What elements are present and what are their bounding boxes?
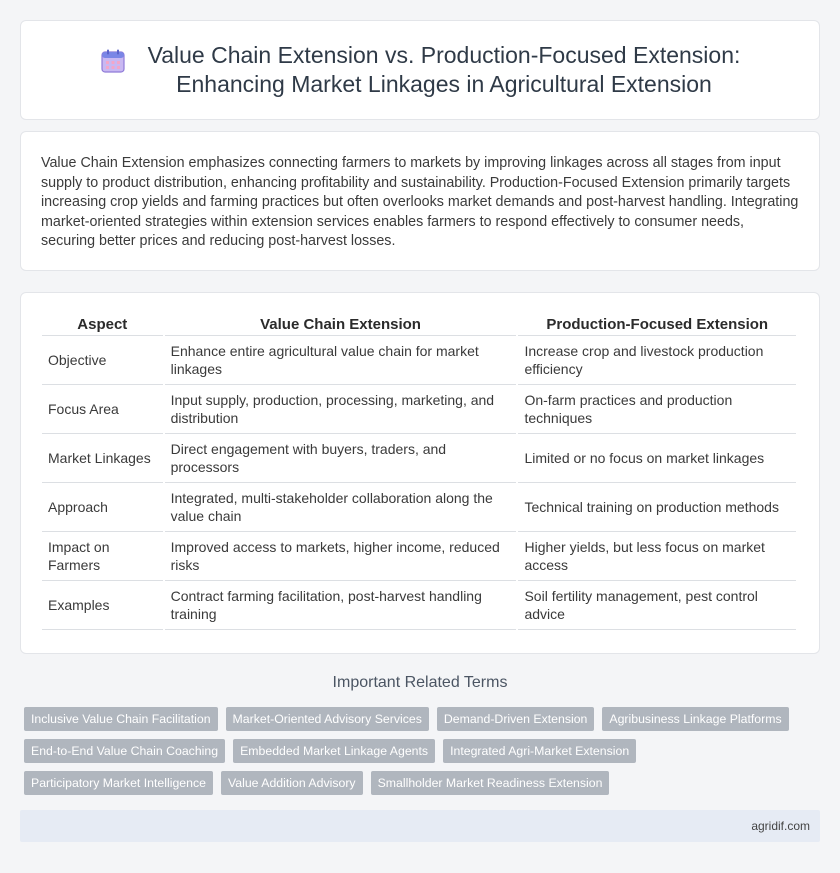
related-term-tag[interactable]: Embedded Market Linkage Agents [233, 739, 435, 763]
aspect-cell: Approach [42, 483, 163, 532]
production-cell: Increase crop and livestock production efficiency [518, 336, 796, 385]
value-chain-cell: Direct engagement with buyers, traders, and processors [165, 434, 517, 483]
aspect-cell: Objective [42, 336, 163, 385]
production-cell: Limited or no focus on market linkages [518, 434, 796, 483]
intro-card [20, 131, 820, 271]
aspect-cell: Examples [42, 581, 163, 630]
production-cell: On-farm practices and production techniques [518, 385, 796, 434]
related-term-tag[interactable]: Agribusiness Linkage Platforms [602, 707, 788, 731]
related-terms-title: Important Related Terms [332, 674, 508, 691]
production-cell: Higher yields, but less focus on market access [518, 532, 796, 581]
value-chain-cell: Integrated, multi-stakeholder collaboration along the value chain [165, 483, 517, 532]
related-term-tag[interactable]: Participatory Market Intelligence [24, 771, 213, 795]
table-header-row [42, 311, 796, 336]
value-chain-cell: Contract farming facilitation, post-harvest handling training [165, 581, 517, 630]
header-card [20, 20, 820, 120]
production-cell: Technical training on production methods [518, 483, 796, 532]
related-term-tag[interactable]: Market-Oriented Advisory Services [226, 707, 429, 731]
related-term-tag[interactable]: Integrated Agri-Market Extension [443, 739, 636, 763]
column-header: Value Chain Extension [165, 311, 517, 336]
table-row [42, 434, 796, 483]
related-term-tag[interactable]: Demand-Driven Extension [437, 707, 595, 731]
table-row [42, 581, 796, 630]
footer-bar [20, 810, 820, 842]
value-chain-cell: Input supply, production, processing, marketing, and distribution [165, 385, 517, 434]
related-term-tag[interactable]: Value Addition Advisory [221, 771, 363, 795]
page-title-line2: Enhancing Market Linkages in Agricultural Extension [176, 71, 712, 97]
related-term-tag[interactable]: Smallholder Market Readiness Extension [371, 771, 610, 795]
related-term-tag[interactable]: Inclusive Value Chain Facilitation [24, 707, 218, 731]
calendar-icon [100, 61, 148, 79]
column-header: Aspect [42, 311, 163, 336]
value-chain-cell: Improved access to markets, higher income, reduced risks [165, 532, 517, 581]
aspect-cell: Market Linkages [42, 434, 163, 483]
related-terms-list [24, 707, 824, 795]
table-row [42, 336, 796, 385]
value-chain-cell: Enhance entire agricultural value chain for market linkages [165, 336, 517, 385]
page-title-line1: Value Chain Extension vs. Production-Focused Extension: [147, 42, 741, 68]
production-cell: Soil fertility management, pest control advice [518, 581, 796, 630]
footer-site-link[interactable]: agridif.com [751, 819, 810, 833]
table-row [42, 483, 796, 532]
table-row [42, 532, 796, 581]
aspect-cell: Focus Area [42, 385, 163, 434]
page-title [148, 41, 741, 99]
intro-paragraph: Value Chain Extension emphasizes connecting farmers to markets by improving linkages across all stages from input supply to product distribution, enhancing profitability and sustainability. Production-Focused Extension primarily targets increasing crop yields and farming practices but often overlooks market demands and post-harvest handling. Integrating market-oriented strategies within extension services enables farmers to respond effectively to consumer needs, securing better prices and reducing post-harvest losses. [41, 155, 799, 250]
table-row [42, 385, 796, 434]
comparison-card [20, 292, 820, 654]
aspect-cell: Impact on Farmers [42, 532, 163, 581]
comparison-table [40, 311, 798, 630]
related-term-tag[interactable]: End-to-End Value Chain Coaching [24, 739, 225, 763]
column-header: Production-Focused Extension [518, 311, 796, 336]
